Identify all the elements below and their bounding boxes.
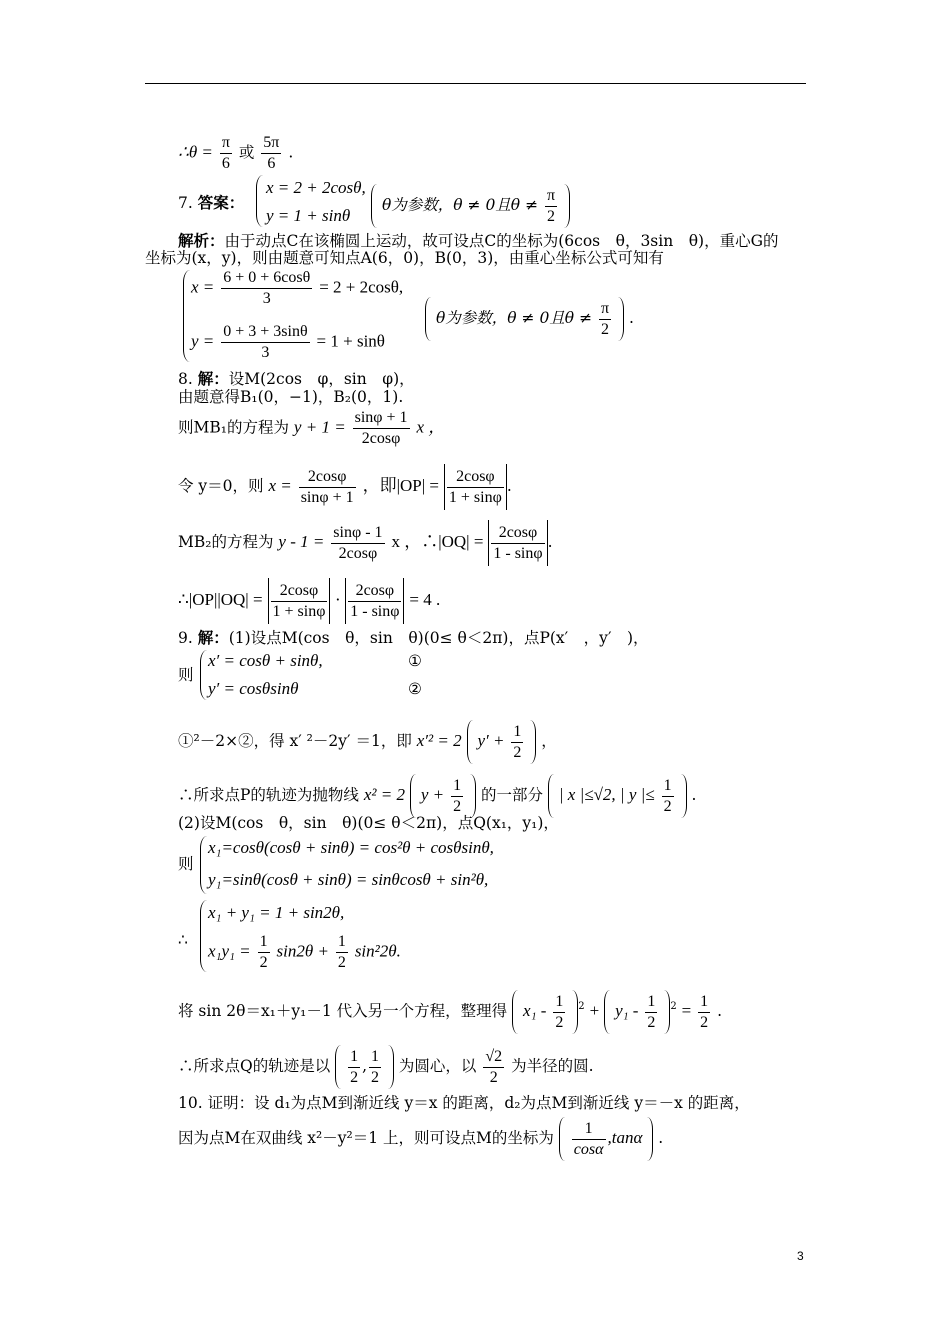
q9-row-y: y′ = cosθsinθ	[208, 679, 299, 698]
fraction-5pi-6: $\frac{5\pi}{6}$	[263, 134, 280, 172]
q9-parabola-conclusion: ∴所求点P的轨迹为抛物线 x² = 2 y + $\frac{1}{2}$ 的一部分 | x |≤√2, | y |≤ $\frac{1}{2}$ .	[178, 774, 696, 818]
solution-label: 解：	[197, 369, 229, 388]
tag-1: ①	[408, 652, 422, 670]
q7-system-brace	[256, 175, 263, 227]
q7-centroid-x: x = $\frac{6 + 0 + 6\cos\theta}{3}$ = 2 + 2cosθ,	[191, 269, 404, 307]
tag-2: ②	[408, 680, 422, 698]
fraction-pi-6: $\frac{\pi}{6}$	[221, 134, 230, 172]
header-rule	[145, 83, 806, 84]
q7-number: 7. 答案：	[178, 193, 245, 212]
q9-sum-product-brace	[200, 900, 207, 972]
q9-row-product: x₁y₁ = $\frac{1}{2}$ sin2θ + $\frac{1}{2}$ sin²2θ.	[208, 933, 401, 971]
q9-circle-conclusion: ∴所求点Q的轨迹是以 $\frac{1}{2}$ , $\frac{1}{2}$ 为圆心，以 $\frac{√2}{2}$ 为半径的圆.	[178, 1045, 594, 1089]
q9-then-2: 则	[178, 855, 194, 873]
page-number: 3	[797, 1249, 804, 1263]
q10-line2: 因为点M在双曲线 x²－y²＝1 上，则可设点M的坐标为 $\frac{1}{\cos\alpha}$ ,tanα .	[178, 1117, 663, 1161]
q8-product-line: ∴|OP||OQ| = $\frac{2\cos\varphi}{1 + \sin\varphi}$ · $\frac{2\cos\varphi}{1 - \sin\varphi}$ = 4 .	[178, 578, 440, 624]
q9-row-x1: x₁=cosθ(cosθ + sinθ) = cos²θ + cosθsinθ,	[208, 838, 494, 857]
q9-system-brace	[200, 650, 207, 700]
q7-condition: θ为参数，θ ≠ 0且θ ≠ $\frac{\pi}{2}$	[371, 184, 570, 228]
q9-row-x: x′ = cosθ + sinθ,	[208, 651, 323, 670]
q7-analysis-line2: 坐标为(x，y)，则由题意可知点A(6，0)，B(0，3)，由重心坐标公式可知有	[145, 249, 664, 267]
q9-then: 则	[178, 666, 194, 684]
q8-line2: 由题意得B₁(0，−1)，B₂(0，1).	[178, 388, 404, 406]
q10-line1: 10. 证明：设 d₁为点M到渐近线 y＝x 的距离，d₂为点M到渐近线 y＝－x 的距离，	[178, 1094, 750, 1112]
q7-row-y: y = 1 + sinθ	[266, 206, 351, 225]
q9-parabola-derivation: ①²－2×②，得 x′ ²－2y′ ＝1，即 x′² = 2 y′ + $\frac{1}{2}$ ，	[178, 720, 557, 764]
analysis-label: 解析：	[178, 231, 225, 250]
q9-line1: 9. 解：(1)设点M(cos θ，sin θ)(0≤ θ＜2π)，点P(x′ ，y′ )，	[178, 628, 649, 647]
q8-op-line: 令 y＝0，则 x = $\frac{2\cos\varphi}{\sin\varphi + 1}$ ，即|OP| = $\frac{2\cos\varphi}{1 + \sin\varphi}$ .	[178, 464, 512, 510]
or-word: 或	[238, 143, 255, 162]
q7-centroid-y: y = $\frac{0 + 3 + 3\sin\theta}{3}$ = 1 + sinθ	[191, 323, 385, 361]
theta-equals: ∴θ =	[178, 142, 213, 162]
q9-circle-equation: 将 sin 2θ＝x₁＋y₁－1 代入另一个方程，整理得 x₁ - $\frac{1}{2}$ $^2$ + y₁ - $\frac{1}{2}$ $^2$ = $\frac{1}{2}$ .	[178, 990, 722, 1034]
q7-analysis-condition: θ为参数，θ ≠ 0且θ ≠ $\frac{\pi}{2}$ .	[425, 297, 634, 341]
q9-q-system-brace	[200, 836, 207, 894]
q8-mb2-line: MB₂的方程为 y - 1 = $\frac{\sin\varphi - 1}{2\cos\varphi}$ x ，∴|OQ| = $\frac{2\cos\varphi}{1 - \sin\varphi}$ .	[178, 520, 553, 566]
q9-row-sum: x₁ + y₁ = 1 + sin2θ,	[208, 903, 345, 922]
therefore-sign: ∴	[178, 931, 188, 949]
theta-solution-line: ∴θ = $\frac{\pi}{6}$ 或 $\frac{5\pi}{6}$ .	[178, 134, 294, 172]
q8-mb1-equation: 则MB₁的方程为 y + 1 = $\frac{\sin\varphi + 1}{2\cos\varphi}$ x ，	[178, 409, 446, 447]
q9-part2-line: (2)设M(cos θ，sin θ)(0≤ θ＜2π)，点Q(x₁，y₁)，	[178, 814, 559, 832]
q8-line1: 8. 解：设M(2cos φ，sin φ)，	[178, 369, 415, 388]
solution-label-9: 解：	[197, 628, 229, 647]
answer-label: 答案：	[197, 193, 245, 212]
q7-centroid-brace	[183, 270, 190, 362]
q7-analysis-line1: 解析：由于动点C在该椭圆上运动，故可设点C的坐标为(6cos θ，3sin θ)，重心G的	[178, 231, 779, 250]
q7-row-x: x = 2 + 2cosθ,	[266, 178, 366, 197]
q9-row-y1: y₁=sinθ(cosθ + sinθ) = sinθcosθ + sin²θ,	[208, 870, 489, 889]
